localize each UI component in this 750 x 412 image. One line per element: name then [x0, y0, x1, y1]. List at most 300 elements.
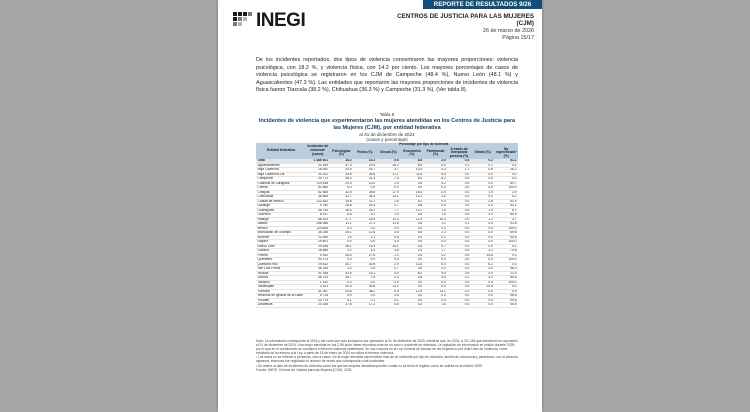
value-cell: 3.6: [424, 195, 448, 200]
value-cell: 22.3: [400, 217, 424, 222]
value-cell: 1.4: [330, 267, 354, 272]
value-cell: 3.0: [424, 159, 448, 163]
doc-title-line2: (CJM): [516, 20, 534, 28]
value-cell: 1.1: [424, 222, 448, 227]
value-cell: 0.0: [330, 226, 354, 231]
value-cell: 48.1: [330, 244, 354, 249]
header-cell: No especificado² (%): [495, 146, 517, 158]
value-cell: 17.2: [353, 303, 377, 308]
value-cell: 22 349: [306, 163, 330, 168]
value-cell: 2.0: [377, 276, 401, 281]
entity-cell: Campeche: [256, 177, 306, 182]
value-cell: 0.0: [494, 177, 518, 182]
value-cell: 16.2: [377, 163, 401, 168]
value-cell: 0.6: [471, 168, 495, 173]
value-cell: 0.0: [447, 262, 471, 267]
value-cell: 0.5: [471, 222, 495, 227]
value-cell: 0.0: [471, 226, 495, 231]
value-cell: 36.3: [353, 195, 377, 200]
value-cell: 1.9: [471, 208, 495, 213]
value-cell: 0.6: [447, 271, 471, 276]
value-cell: 0.0: [447, 204, 471, 209]
value-cell: 0.0: [400, 294, 424, 299]
value-cell: 20.5: [353, 163, 377, 168]
value-cell: 18 062: [306, 168, 330, 173]
value-cell: 0.0: [424, 280, 448, 285]
header-cell: Física (%): [353, 148, 377, 159]
value-cell: 38 689: [306, 195, 330, 200]
value-cell: 62.4: [494, 199, 518, 204]
value-cell: 0.0: [471, 172, 495, 177]
value-cell: 28.6: [353, 172, 377, 177]
value-cell: 4.2: [353, 213, 377, 218]
value-cell: 13.3: [494, 271, 518, 276]
value-cell: 0.1: [447, 222, 471, 227]
value-cell: 11.6: [377, 222, 401, 227]
value-cell: 34.8: [471, 253, 495, 258]
value-cell: 38 740: [306, 208, 330, 213]
value-cell: 38 244: [306, 267, 330, 272]
value-cell: 36.2: [494, 168, 518, 173]
value-cell: 11.3: [377, 217, 401, 222]
value-cell: 29.6: [330, 289, 354, 294]
value-cell: 100.0: [494, 258, 518, 263]
value-cell: 16.7: [353, 168, 377, 173]
value-cell: 38.2: [353, 289, 377, 294]
value-cell: 0.0: [353, 226, 377, 231]
value-cell: 52.1: [494, 204, 518, 209]
value-cell: 0.7: [377, 267, 401, 272]
value-cell: 40.7: [330, 262, 354, 267]
value-cell: 25.1: [353, 208, 377, 213]
value-cell: 13.1: [424, 289, 448, 294]
value-cell: 0.0: [400, 226, 424, 231]
value-cell: 79.8: [494, 249, 518, 254]
entity-cell: Chihuahua: [256, 195, 306, 200]
value-cell: 0.0: [400, 186, 424, 191]
value-cell: 47.3: [330, 163, 354, 168]
value-cell: 0.0: [424, 267, 448, 272]
entity-cell: Colima: [256, 186, 306, 191]
doc-page-number: Página 15/17: [502, 34, 534, 41]
entity-cell: Baja California Sur: [256, 172, 306, 177]
entity-cell: Hidalgo: [256, 217, 306, 222]
value-cell: 1.7: [424, 249, 448, 254]
value-cell: 6.8: [330, 213, 354, 218]
value-cell: 32.5: [330, 190, 354, 195]
value-cell: 11.8: [400, 172, 424, 177]
value-cell: 5.4: [377, 289, 401, 294]
value-cell: 10.0: [353, 181, 377, 186]
value-cell: 18 686: [306, 249, 330, 254]
value-cell: 4.6: [400, 276, 424, 281]
header-cell: Entidad federativa: [256, 143, 306, 159]
value-cell: 196 066: [306, 222, 330, 227]
value-cell: 8.4: [400, 177, 424, 182]
value-cell: 0.0: [471, 280, 495, 285]
value-cell: 0.4: [400, 253, 424, 258]
value-cell: 1.4: [330, 235, 354, 240]
value-cell: 29 601: [306, 240, 330, 245]
value-cell: 0.6: [400, 267, 424, 272]
value-cell: 48.4: [330, 177, 354, 182]
entity-cell: Nuevo León: [256, 244, 306, 249]
value-cell: 0.0: [494, 172, 518, 177]
value-cell: 0.2: [424, 253, 448, 258]
value-cell: 9 760: [306, 204, 330, 209]
value-cell: 0.0: [377, 240, 401, 245]
value-cell: 90 373: [306, 258, 330, 263]
entity-cell: Guerrero: [256, 213, 306, 218]
value-cell: 15.5: [330, 199, 354, 204]
value-cell: 0.0: [447, 267, 471, 272]
header-cell: Económica (%): [400, 148, 424, 159]
value-cell: 96.3: [494, 267, 518, 272]
value-cell: 51.1: [494, 159, 518, 163]
value-cell: 0.0: [471, 244, 495, 249]
value-cell: 5.2: [400, 199, 424, 204]
value-cell: 0.0: [424, 294, 448, 299]
value-cell: 2.1: [353, 235, 377, 240]
value-cell: 3.0: [471, 276, 495, 281]
table-row: [256, 303, 518, 308]
value-cell: 0.0: [447, 195, 471, 200]
value-cell: 6 917: [306, 213, 330, 218]
value-cell: 8.2: [400, 271, 424, 276]
value-cell: 0.0: [377, 280, 401, 285]
value-cell: 0.9: [494, 289, 518, 294]
value-cell: 0.0: [330, 294, 354, 299]
value-cell: 0.0: [353, 258, 377, 263]
value-cell: 30.9: [353, 262, 377, 267]
value-cell: 0.0: [330, 240, 354, 245]
value-cell: 1.9: [377, 181, 401, 186]
value-cell: 0.0: [494, 285, 518, 290]
value-cell: 0.0: [471, 195, 495, 200]
value-cell: 0.1: [447, 289, 471, 294]
value-cell: 0.1: [330, 298, 354, 303]
value-cell: 1.9: [424, 208, 448, 213]
value-cell: 0.0: [330, 258, 354, 263]
value-cell: 0.0: [424, 186, 448, 191]
logo-wordmark: INEGI: [256, 10, 306, 31]
value-cell: 20 158: [306, 303, 330, 308]
value-cell: 5.2: [494, 195, 518, 200]
table-subtitle: al 31 de diciembre de 2024: [359, 131, 415, 137]
value-cell: 8.7: [494, 208, 518, 213]
value-cell: 9 162: [306, 253, 330, 258]
value-cell: 6 716: [306, 294, 330, 299]
value-cell: 0.1: [377, 298, 401, 303]
value-cell: 0.0: [447, 186, 471, 191]
table-body: [256, 159, 518, 307]
value-cell: 0.0: [400, 240, 424, 245]
value-cell: 25.5: [471, 285, 495, 290]
document-page: [218, 0, 542, 412]
value-cell: 0.0: [471, 186, 495, 191]
value-cell: 80.9: [494, 213, 518, 218]
value-cell: 0.6: [353, 267, 377, 272]
value-cell: 27.8: [330, 303, 354, 308]
value-cell: 0.2: [471, 159, 495, 163]
entity-cell: Yucatán: [256, 298, 306, 303]
value-cell: 0.0: [471, 231, 495, 236]
value-cell: 56 913: [306, 217, 330, 222]
value-cell: 1 486 921: [306, 159, 330, 163]
value-cell: 13.7: [400, 208, 424, 213]
table-caption: [256, 112, 518, 142]
value-cell: 26.6: [330, 204, 354, 209]
value-cell: 0.0: [471, 240, 495, 245]
value-cell: 51 158: [306, 271, 330, 276]
value-cell: 0.0: [447, 177, 471, 182]
header-cell: A través de interpósita persona (%): [447, 148, 471, 159]
value-cell: 93.8: [494, 222, 518, 227]
entity-cell: Veracruz de Ignacio de la Llave: [256, 294, 306, 299]
value-cell: 0.0: [447, 226, 471, 231]
value-cell: 0.0: [424, 285, 448, 290]
entity-cell: Coahuila de Zaragoza: [256, 181, 306, 186]
value-cell: 16.7: [330, 276, 354, 281]
value-cell: 0.0: [447, 240, 471, 245]
value-cell: 0.9: [424, 199, 448, 204]
entity-cell: San Luis Potosí: [256, 267, 306, 272]
header-cell: Psicológica (%): [330, 148, 354, 159]
value-cell: 34.6: [330, 172, 354, 177]
value-cell: 0.0: [353, 186, 377, 191]
value-cell: 27.3: [353, 222, 377, 227]
value-cell: 17.6: [353, 253, 377, 258]
value-cell: 3 321: [306, 285, 330, 290]
value-cell: 18.2: [330, 159, 354, 163]
value-cell: 7.8: [353, 276, 377, 281]
value-cell: 100.0: [494, 280, 518, 285]
value-cell: 0.0: [471, 258, 495, 263]
value-cell: 25.1: [377, 244, 401, 249]
value-cell: 0.0: [424, 163, 448, 168]
entity-cell: Oaxaca: [256, 249, 306, 254]
value-cell: 99.6: [494, 298, 518, 303]
table-units: (casos y porcentaje): [366, 137, 408, 142]
value-cell: 5.6: [377, 159, 401, 163]
value-cell: 0.0: [400, 258, 424, 263]
value-cell: 0.0: [447, 253, 471, 258]
value-cell: 0.6: [377, 235, 401, 240]
value-cell: 124 605: [306, 226, 330, 231]
value-cell: 16.4: [353, 244, 377, 249]
value-cell: 0.0: [471, 298, 495, 303]
value-cell: 45.4: [330, 253, 354, 258]
value-cell: 0.8: [400, 222, 424, 227]
value-cell: 27.7: [330, 217, 354, 222]
value-cell: 1.7: [447, 168, 471, 173]
entity-cell: Michoacán de Ocampo: [256, 231, 306, 236]
value-cell: 16.1: [330, 231, 354, 236]
value-cell: 43.5: [330, 271, 354, 276]
value-cell: 0.3: [494, 262, 518, 267]
value-cell: 0.0: [447, 258, 471, 263]
value-cell: 0.0: [400, 280, 424, 285]
value-cell: 0.0: [471, 303, 495, 308]
value-cell: 0.0: [447, 294, 471, 299]
value-cell: 0.1: [447, 163, 471, 168]
document-title-block: [397, 13, 534, 42]
value-cell: 11.1: [330, 222, 354, 227]
value-cell: 0.7: [424, 244, 448, 249]
value-cell: 31.7: [330, 195, 354, 200]
value-cell: 16.4: [400, 190, 424, 195]
header-cell: Obrala (%): [471, 148, 495, 159]
doc-date: 26 de marzo de 2026: [483, 27, 534, 34]
value-cell: 31.3: [353, 177, 377, 182]
value-cell: 1.9: [400, 249, 424, 254]
header-cell: Patrimonial (%): [424, 148, 448, 159]
entity-cell: Zacatecas: [256, 303, 306, 308]
value-cell: 0.0: [424, 258, 448, 263]
value-cell: 16.4: [424, 217, 448, 222]
entity-cell: Ciudad de México: [256, 199, 306, 204]
value-cell: 0.1: [447, 276, 471, 281]
value-cell: 1.9: [471, 190, 495, 195]
value-cell: 6.2: [471, 262, 495, 267]
value-cell: 7.5: [377, 177, 401, 182]
note-text: Nota: La información corresponde al 2024 y del corte que solo incluyeron por operación al 31 de diciembre de 2023, mientras que, en 2024, a 76 CJM que estuvieron en operación al 31 de diciembre de 2024. Una mujer atendida en los CJM pudo haber reportado más de un caso o incidente de violencia. La captación de información se realizó durante 2025, por lo que en el cuestionario se consideró el término violencia establecido, en sus vínculos en la Ley General de Acceso de las Mujeres a una Vida Libre de Violencia, como resultado de la reforma a la Ley, a partir de 15 de enero de 2024 se utiliza el término violencia.: [256, 339, 518, 356]
value-cell: 41 087: [306, 289, 330, 294]
value-cell: 0.0: [447, 190, 471, 195]
value-cell: 17.1: [377, 172, 401, 177]
value-cell: 3.6: [377, 231, 401, 236]
value-cell: 0.4: [447, 159, 471, 163]
value-cell: 0.0: [330, 186, 354, 191]
value-cell: 2.3: [424, 231, 448, 236]
value-cell: 60.7: [494, 181, 518, 186]
value-cell: 3.6: [377, 249, 401, 254]
entity-cell: Chiapas: [256, 190, 306, 195]
source-text: Fuente: INEGI. Centros de Justicia para las Mujeres (CJM), 2025.: [256, 367, 353, 372]
value-cell: 0.0: [447, 249, 471, 254]
value-cell: 0.0: [447, 285, 471, 290]
value-cell: 0.0: [424, 298, 448, 303]
value-cell: 11.1: [353, 199, 377, 204]
value-cell: 5.5: [400, 231, 424, 236]
value-cell: 0.0: [447, 280, 471, 285]
entity-cell: Morelos: [256, 235, 306, 240]
entity-cell: México: [256, 226, 306, 231]
value-cell: 0.0: [400, 298, 424, 303]
value-cell: 0.6: [400, 204, 424, 209]
value-cell: 0.0: [377, 186, 401, 191]
value-cell: 51 890: [306, 186, 330, 191]
group-header-cell: Porcentaje por tipo de violencia: [330, 143, 518, 148]
value-cell: 0.0: [447, 181, 471, 186]
entity-cell: Querétaro: [256, 258, 306, 263]
value-cell: 3.5: [377, 294, 401, 299]
value-cell: 0.0: [447, 231, 471, 236]
value-cell: 12.6: [353, 231, 377, 236]
value-cell: 1.6: [424, 303, 448, 308]
value-cell: 0.0: [424, 204, 448, 209]
value-cell: 29 812: [306, 262, 330, 267]
value-cell: 13.2: [377, 195, 401, 200]
value-cell: 12.5: [400, 289, 424, 294]
entity-cell: Guanajuato: [256, 208, 306, 213]
value-cell: 30.5: [330, 285, 354, 290]
value-cell: 20 912: [306, 172, 330, 177]
value-cell: 0.0: [447, 244, 471, 249]
entity-cell: Puebla: [256, 253, 306, 258]
value-cell: 2.7: [494, 217, 518, 222]
header-cell: Incidentes de violencia¹ (casos): [306, 143, 330, 159]
value-cell: 0.0: [471, 289, 495, 294]
value-cell: 4.8: [377, 303, 401, 308]
value-cell: 100.0: [494, 226, 518, 231]
value-cell: 2.9: [424, 190, 448, 195]
entity-cell: Tamaulipas: [256, 285, 306, 290]
value-cell: 0.1: [353, 298, 377, 303]
value-cell: 8.8: [400, 159, 424, 163]
value-cell: 1.6: [424, 213, 448, 218]
value-cell: 0.0: [353, 280, 377, 285]
value-cell: 5.0: [377, 271, 401, 276]
value-cell: 2.6: [471, 199, 495, 204]
value-cell: 2.7: [377, 204, 401, 209]
value-cell: 4.3: [494, 163, 518, 168]
entity-cell: Sinaloa: [256, 271, 306, 276]
value-cell: 0.0: [447, 303, 471, 308]
value-cell: 0.0: [447, 235, 471, 240]
value-cell: 10.1: [400, 195, 424, 200]
value-cell: 22 090: [306, 235, 330, 240]
entity-cell: Jalisco: [256, 222, 306, 227]
value-cell: 110 448: [306, 181, 330, 186]
value-cell: 9.1: [494, 244, 518, 249]
value-cell: 0.5: [447, 208, 471, 213]
value-cell: 13.0: [400, 262, 424, 267]
value-cell: 59.5: [494, 276, 518, 281]
value-cell: 62 466: [306, 190, 330, 195]
value-cell: 4.5: [424, 276, 448, 281]
value-cell: 0.0: [424, 240, 448, 245]
value-cell: 0.1: [471, 163, 495, 168]
value-cell: 0.0: [353, 294, 377, 299]
value-cell: 44.6: [494, 303, 518, 308]
value-cell: 4.3: [424, 168, 448, 173]
value-cell: 0.0: [471, 271, 495, 276]
entity-cell: Aguascalientes: [256, 163, 306, 168]
value-cell: 17.9: [377, 190, 401, 195]
value-cell: 1 232: [306, 280, 330, 285]
value-cell: 0.0: [447, 199, 471, 204]
value-cell: 7.7: [377, 208, 401, 213]
value-cell: 8.2: [424, 177, 448, 182]
value-cell: 4.7: [377, 168, 401, 173]
value-cell: 59.8: [494, 231, 518, 236]
table-title: Incidentes de violencia que experimentaron las mujeres atendidas en los Centros de Justicia para las Mujeres (CJM), por entidad federativa: [258, 118, 516, 131]
entity-cell: Nayarit: [256, 240, 306, 245]
value-cell: 0.0: [447, 213, 471, 218]
value-cell: 30.8: [353, 285, 377, 290]
value-cell: 13.2: [377, 285, 401, 290]
value-cell: 95.6: [494, 235, 518, 240]
entity-cell: Tlaxcala: [256, 289, 306, 294]
value-cell: 0.2: [330, 249, 354, 254]
value-cell: 4.4: [353, 249, 377, 254]
value-cell: 0.0: [353, 240, 377, 245]
note-text: ² Se refiere al dato de incidentes de violencia sobre los que las mujeres atendidas pueden contar no se tiene el registro como se solicita en la edición 2025.: [256, 363, 483, 368]
value-cell: 96.5: [494, 294, 518, 299]
value-cell: 20 774: [306, 298, 330, 303]
value-cell: 4.6: [400, 213, 424, 218]
